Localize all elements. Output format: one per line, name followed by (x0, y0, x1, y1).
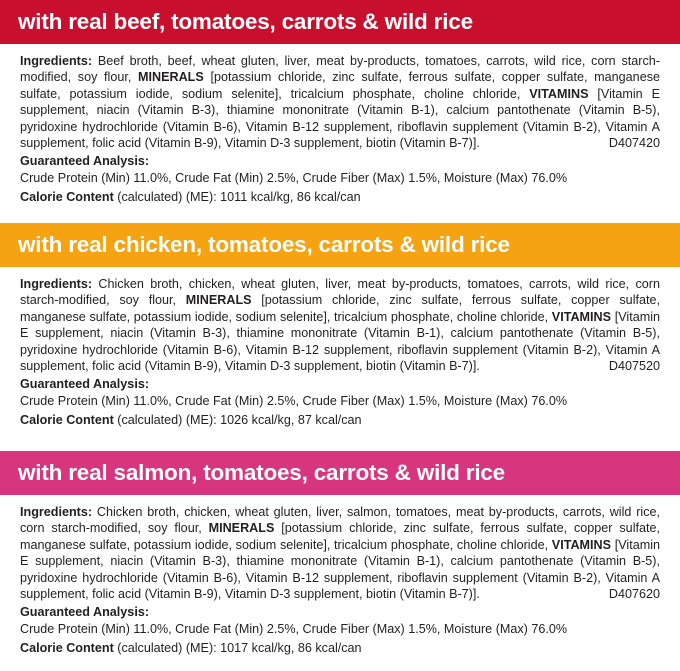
product-code: D407620 (608, 587, 660, 602)
calorie-content (20, 412, 660, 428)
vitamins-label: VITAMINS (551, 309, 612, 324)
chicken-banner (0, 223, 680, 267)
salmon-banner-title: with real salmon, tomatoes, carrots & wild rice (18, 460, 505, 485)
beef-ingredients (20, 53, 660, 151)
guaranteed-analysis-values: Crude Protein (Min) 11.0%, Crude Fat (Min) 2.5%, Crude Fiber (Max) 1.5%, Moisture (Max) 76.0% (20, 393, 568, 408)
calorie-value: (calculated) (ME): 1026 kcal/kg, 87 kcal/can (113, 413, 362, 428)
chicken-banner-title: with real chicken, tomatoes, carrots & wild rice (18, 232, 510, 257)
chicken-ingredients (20, 276, 660, 374)
calorie-label: Calorie Content (20, 190, 114, 205)
vitamins-label: VITAMINS (551, 537, 612, 552)
salmon-details (0, 495, 680, 657)
calorie-value: (calculated) (ME): 1017 kcal/kg, 86 kcal/can (113, 641, 362, 656)
ingredients-text: [Vitamin E supplement, niacin (Vitamin B-3), thiamine mononitrate (Vitamin B-1), calcium pantothenate (Vitamin B-5), pyridoxine hydrochloride (Vitamin B-6), Vitamin B-12 supplement, riboflavin supplement (Vitamin B-2), Vitamin A supplement, folic acid (Vitamin B-9), Vitamin D-3 supplement, biotin (Vitamin B-7)]. (20, 86, 660, 151)
beef-banner (0, 0, 680, 44)
chicken-details (0, 267, 680, 429)
guaranteed-analysis-title: Guaranteed Analysis: (20, 377, 150, 392)
minerals-label: MINERALS (208, 521, 275, 536)
ingredients-label: Ingredients: (20, 505, 93, 519)
calorie-label: Calorie Content (20, 413, 114, 428)
chicken-section (0, 223, 680, 451)
guaranteed-analysis-values: Crude Protein (Min) 11.0%, Crude Fat (Min) 2.5%, Crude Fiber (Max) 1.5%, Moisture (Max) 76.0% (20, 170, 568, 185)
beef-details (0, 44, 680, 206)
product-code: D407420 (608, 136, 660, 151)
vitamins-label: VITAMINS (529, 86, 589, 101)
ingredients-text: [potassium chloride, zinc sulfate, ferrous sulfate, copper sulfate, manganese sulfate, potassium iodide, sodium selenite], tricalcium phosphate, choline chloride, (20, 293, 660, 324)
minerals-label: MINERALS (138, 70, 204, 85)
guaranteed-analysis-values: Crude Protein (Min) 11.0%, Crude Fat (Min) 2.5%, Crude Fiber (Max) 1.5%, Moisture (Max) 76.0% (20, 621, 568, 636)
ingredients-text: Chicken broth, chicken, wheat gluten, liver, meat by-products, tomatoes, carrots, wild rice, corn starch-modified, soy flour, (20, 277, 660, 308)
ingredients-text: [potassium chloride, zinc sulfate, ferrous sulfate, copper sulfate, manganese sulfate, potassium iodide, sodium selenite], tricalcium phosphate, choline chloride, (20, 521, 660, 552)
product-code: D407520 (608, 359, 660, 374)
guaranteed-analysis-title: Guaranteed Analysis: (20, 154, 150, 169)
ingredients-label: Ingredients: (20, 277, 93, 291)
salmon-banner (0, 451, 680, 495)
calorie-value: (calculated) (ME): 1011 kcal/kg, 86 kcal/can (113, 190, 361, 205)
calorie-content (20, 189, 660, 205)
calorie-content (20, 640, 660, 656)
guaranteed-analysis-title: Guaranteed Analysis: (20, 605, 150, 620)
ingredients-text: [Vitamin E supplement, niacin (Vitamin B-3), thiamine mononitrate (Vitamin B-1), calcium pantothenate (Vitamin B-5), pyridoxine hydrochloride (Vitamin B-6), Vitamin B-12 supplement, riboflavin supplement (Vitamin B-2), Vitamin A supplement, folic acid (Vitamin B-9), Vitamin D-3 supplement, biotin (Vitamin B-7)]. (20, 309, 660, 374)
minerals-label: MINERALS (185, 293, 252, 308)
ingredients-text: Beef broth, beef, wheat gluten, liver, meat by-products, tomatoes, carrots, wild rice, corn starch-modified, soy flour, (20, 54, 660, 85)
ingredients-label: Ingredients: (20, 54, 93, 68)
ingredients-text: [potassium chloride, zinc sulfate, ferrous sulfate, copper sulfate, manganese sulfate, potassium iodide, sodium selenite], tricalcium phosphate, choline chloride, (20, 70, 660, 101)
calorie-label: Calorie Content (20, 641, 114, 656)
beef-section (0, 0, 680, 223)
salmon-section (0, 451, 680, 671)
beef-banner-title: with real beef, tomatoes, carrots & wild rice (18, 9, 473, 34)
ingredients-text: Chicken broth, chicken, wheat gluten, liver, salmon, tomatoes, meat by-products, carrots, wild rice, corn starch-modified, soy flour, (20, 505, 660, 536)
salmon-ingredients (20, 504, 660, 602)
ingredients-text: [Vitamin E supplement, niacin (Vitamin B-3), thiamine mononitrate (Vitamin B-1), calcium pantothenate (Vitamin B-5), pyridoxine hydrochloride (Vitamin B-6), Vitamin B-12 supplement, riboflavin supplement (Vitamin B-2), Vitamin A supplement, folic acid (Vitamin B-9), Vitamin D-3 supplement, biotin (Vitamin B-7)]. (20, 537, 660, 602)
